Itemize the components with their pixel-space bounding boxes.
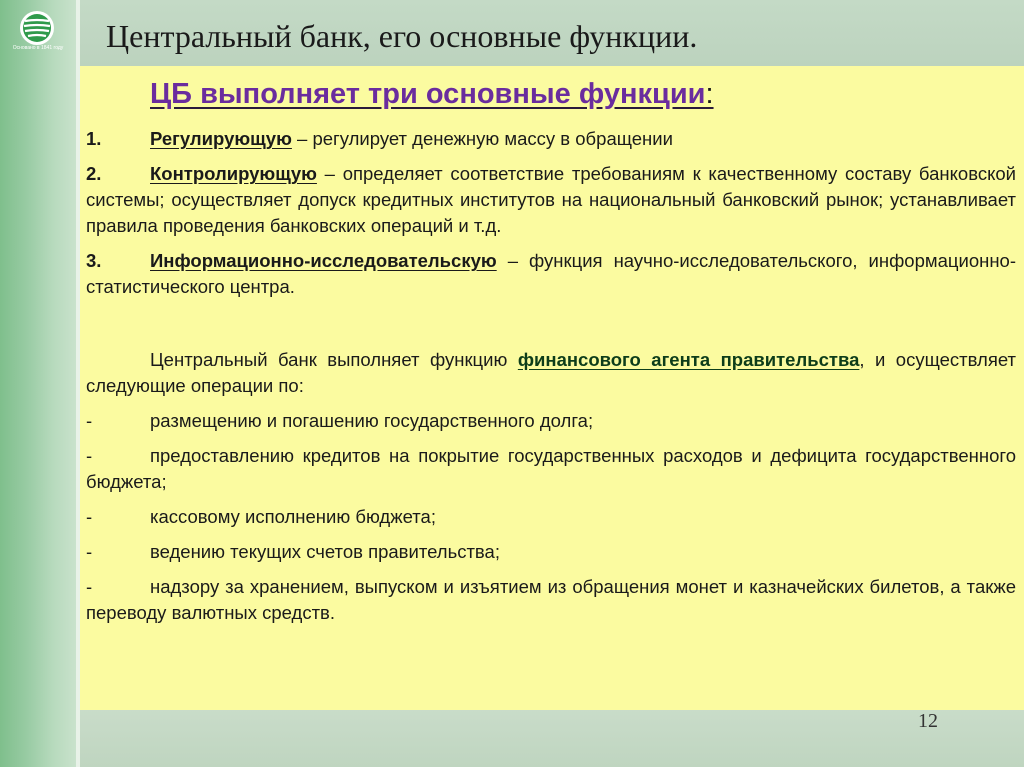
functions-heading-text: ЦБ выполняет три основные функции xyxy=(150,78,706,110)
list-dash: - xyxy=(86,541,93,562)
function-item-1 xyxy=(86,126,1016,152)
function-item-3 xyxy=(86,248,1016,300)
functions-heading xyxy=(150,78,714,111)
operation-text: ведению текущих счетов правительства; xyxy=(150,541,500,562)
function-item-2 xyxy=(86,161,1016,239)
logo-caption: Основано в 1841 году xyxy=(12,45,64,51)
left-decor-band xyxy=(0,0,76,767)
function-number: 3. xyxy=(86,250,102,271)
agent-intro xyxy=(86,347,1016,399)
section-spacer xyxy=(86,309,1016,347)
slide-title: Центральный банк, его основные функции. xyxy=(106,18,698,54)
operation-text: размещению и погашению государственного долга; xyxy=(150,410,594,431)
function-term: Контролирующую xyxy=(150,163,317,184)
list-dash: - xyxy=(86,410,93,431)
function-number: 2. xyxy=(86,163,102,184)
agent-term: финансового агента правительства xyxy=(517,349,860,370)
function-term: Регулирующую xyxy=(150,128,292,149)
slide-body xyxy=(86,126,1016,635)
function-number: 1. xyxy=(86,128,102,149)
page-number: 12 xyxy=(918,710,938,732)
bank-logo-icon xyxy=(6,6,68,62)
operation-item xyxy=(86,504,1016,530)
operation-text: надзору за хранением, выпуском и изъятием из обращения монет и казначейских билетов, а также переводу валютных средств. xyxy=(86,576,1016,623)
function-description: – определяет соответствие требованиям к качественному составу банковской системы; осуществляет допуск кредитных институтов на национальный банковский рынок; устанавливает правила проведения банковских операций и т.д. xyxy=(86,163,1016,236)
agent-intro-before: Центральный банк выполняет функцию xyxy=(150,349,518,370)
footer-bar xyxy=(80,710,1024,767)
operation-item xyxy=(86,574,1016,626)
operation-text: кассовому исполнению бюджета; xyxy=(150,506,436,527)
functions-heading-colon: : xyxy=(705,78,714,110)
function-term: Информационно-исследовательскую xyxy=(150,250,497,271)
list-dash: - xyxy=(86,506,93,527)
list-dash: - xyxy=(86,576,93,597)
operation-text: предоставлению кредитов на покрытие государственных расходов и дефицита государственного бюджета; xyxy=(86,445,1016,492)
agent-intro-after: , и осуществляет следующие операции по: xyxy=(86,349,1016,396)
function-description: – функция научно-исследовательского, информационно-статистического центра. xyxy=(86,250,1016,297)
list-dash: - xyxy=(86,445,93,466)
operation-item xyxy=(86,539,1016,565)
operation-item xyxy=(86,443,1016,495)
operation-item xyxy=(86,408,1016,434)
function-description: – регулирует денежную массу в обращении xyxy=(291,128,673,149)
